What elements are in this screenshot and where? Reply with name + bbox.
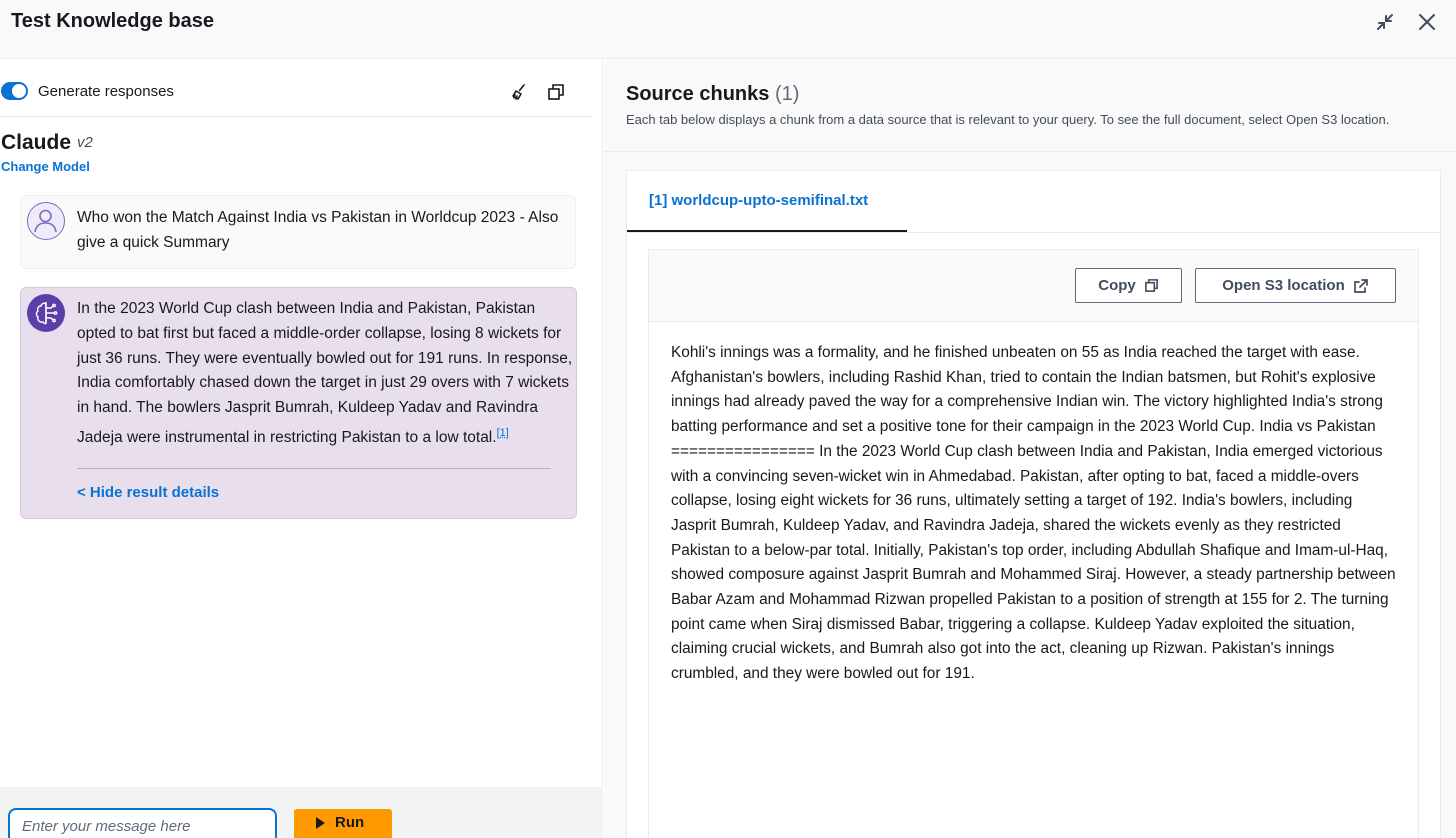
tab-label: [1] worldcup-upto-semifinal.txt	[649, 192, 869, 209]
open-s3-location-button[interactable]	[1195, 268, 1396, 303]
play-icon	[316, 817, 325, 829]
composer	[0, 787, 603, 838]
run-button-label: Run	[335, 814, 365, 831]
tab-worldcup-upto-semifinal[interactable]	[627, 171, 907, 232]
bot-message-bubble	[20, 287, 577, 519]
source-chunks-count: (1)	[774, 83, 800, 105]
chunk-tabs	[626, 170, 1441, 838]
copy-button[interactable]	[1075, 268, 1182, 303]
chat-panel	[0, 60, 603, 838]
generate-responses-toggle[interactable]	[1, 82, 28, 100]
user-message-text: Who won the Match Against India vs Pakistan in Worldcup 2023 - Also give a quick Summary	[77, 209, 559, 251]
brain-circuit-icon	[27, 294, 65, 332]
citation-link[interactable]: [1]	[496, 426, 509, 439]
divider	[0, 116, 592, 117]
user-message-bubble	[20, 195, 576, 269]
copy-icon	[1144, 278, 1159, 293]
open-s3-label: Open S3 location	[1222, 277, 1345, 294]
copy-icon[interactable]	[546, 82, 566, 102]
generate-responses-row	[0, 78, 590, 106]
source-chunks-heading: Source chunks	[626, 83, 770, 105]
change-model-link[interactable]: Change Model	[1, 159, 90, 174]
source-chunks-title	[626, 83, 799, 106]
bot-message-text	[77, 297, 574, 451]
model-version: v2	[77, 134, 93, 151]
close-icon[interactable]	[1415, 10, 1439, 34]
divider	[627, 232, 1440, 233]
hide-result-details-link[interactable]: < Hide result details	[77, 484, 220, 501]
broom-icon[interactable]	[509, 82, 529, 102]
user-avatar-icon	[27, 202, 65, 240]
collapse-icon[interactable]	[1373, 10, 1397, 34]
run-button[interactable]	[294, 809, 392, 838]
divider	[604, 151, 1456, 152]
chunk-text: Kohli's innings was a formality, and he finished unbeaten on 55 as India reached the target with ease. Afghanistan's bowlers, including Rashid Khan, tried to contain the Indian batsmen, but Rohit's explosive innings had already paved the way for a comprehensive Indian win. The victory highlighted India's strong batting performance and set a positive tone for their campaign in the 2023 World Cup. India vs Pakistan ================ In the 2023 World Cup clash between India and Pakistan, India emerged victorious with a convincing seven-wicket win in Ahmedabad. Pakistan, after opting to bat, faced a middle-overs collapse, losing eight wickets for 36 runs, ultimately setting a target of 192. India's bowlers, including Jasprit Bumrah, Kuldeep Yadav, and Ravindra Jadeja, shared the wickets evenly as they restricted Pakistan to a below-par total. Initially, Pakistan's top order, including Abdullah Shafique and Imam-ul-Haq, showed composure against Jasprit Bumrah and Mohammed Siraj. However, a steady partnership between Babar Azam and Mohammad Rizwan propelled Pakistan to a position of strength at 155 for 2. The turning point came when Siraj dismissed Babar, triggering a collapse. Kuldeep Yadav exploited the situation, claiming crucial wickets, and Bumrah also got into the act, cleaning up Rizwan. Pakistan's innings crumbled, and they were bowled out for 191.	[671, 344, 1396, 683]
page-title: Test Knowledge base	[11, 10, 215, 32]
source-chunks-panel	[604, 60, 1456, 838]
model-name: Claude	[1, 131, 72, 154]
modal-header	[0, 0, 1456, 59]
message-input[interactable]	[8, 808, 277, 838]
generate-responses-label: Generate responses	[38, 83, 174, 100]
divider	[77, 468, 551, 469]
chunk-card	[648, 249, 1419, 838]
external-link-icon	[1353, 278, 1369, 294]
bot-message-body: In the 2023 World Cup clash between India and Pakistan, Pakistan opted to bat first but faced a middle-order collapse, losing 8 wickets for just 36 runs. They were eventually bowled out for 191 runs. In response, India comfortably chased down the target in just 29 overs with 7 wickets in hand. The bowlers Jasprit Bumrah, Kuldeep Yadav and Ravindra Jadeja were instrumental in restricting Pakistan to a low total.	[77, 300, 573, 447]
copy-button-label: Copy	[1098, 277, 1136, 294]
source-chunks-description: Each tab below displays a chunk from a data source that is relevant to your query. To see the full document, select Open S3 location.	[626, 112, 1390, 127]
chunk-actions	[649, 250, 1418, 322]
